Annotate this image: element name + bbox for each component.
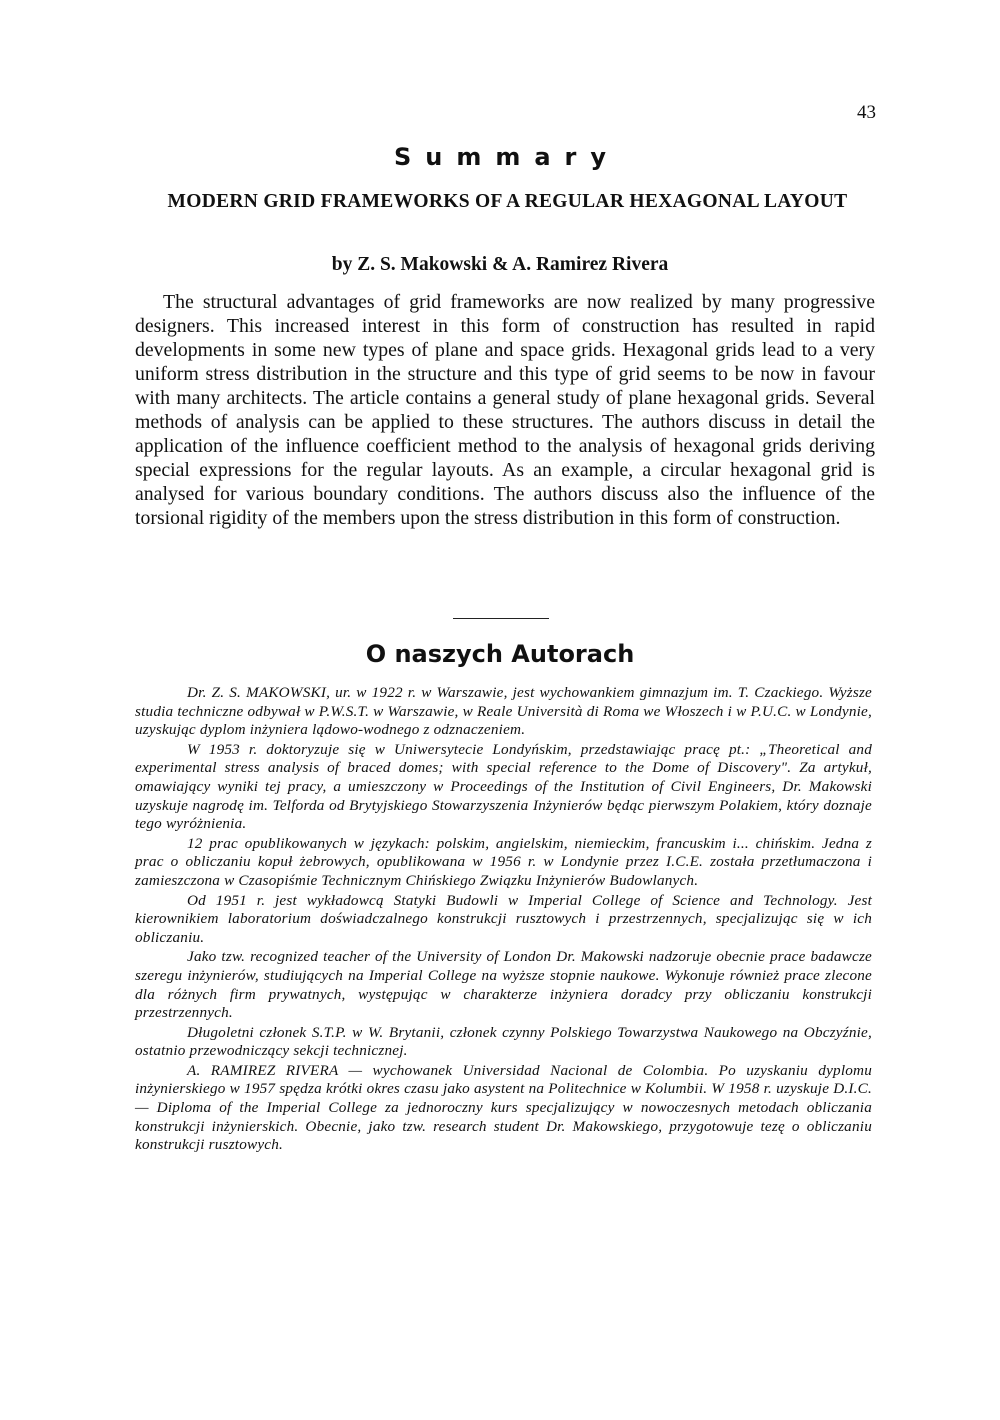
article-title: MODERN GRID FRAMEWORKS OF A REGULAR HEXAGONAL LAYOUT xyxy=(167,191,848,212)
byline: by Z. S. Makowski & A. Ramirez Rivera xyxy=(331,254,669,275)
page-number: 43 xyxy=(857,102,876,123)
bio-paragraph-makowski-publications: 12 prac opublikowanych w językach: polskim, angielskim, niemieckim, francuskim i... chińskim. Jedna z prac o obliczaniu kopuł żebrowych, opublikowana w 1956 r. w Londynie przez I.C.E. została przetłumaczona i zamieszczona w Czasopiśmie Technicznym Chińskiego Związku Inżynierów Budowlanych. xyxy=(135,834,872,889)
summary-heading: Summary xyxy=(393,143,621,171)
author-bios xyxy=(135,684,872,1156)
abstract-paragraph: The structural advantages of grid frameworks are now realized by many progressive designers. This increased interest in this form of construction has resulted in rapid developments in some new types of plane and space grids. Hexagonal grids lead to a very uniform stress distribution in the structure and this type of grid seems to be now in favour with many architects. The article contains a general study of plane hexagonal grids. Several methods of analysis can be applied to these structures. The authors discuss in detail the application of the influence coefficient method to the analysis of hexagonal grids deriving special expressions for the regular layouts. As an example, a circular hexagonal grid is analysed for various boundary conditions. The authors discuss also the influence of the torsional rigidity of the members upon the stress distribution in this form of construction. xyxy=(135,291,875,529)
bio-paragraph-makowski-lecturer: Od 1951 r. jest wykładowcą Statyki Budowli w Imperial College of Science and Technology. Jest kierownikiem laboratorium doświadczalnego konstrukcji rusztowych i przestrzennych, specjalizując się w ich obliczaniu. xyxy=(135,891,872,946)
bio-paragraph-makowski-intro: Dr. Z. S. MAKOWSKI, ur. w 1922 r. w Warszawie, jest wychowankiem gimnazjum im. T. Czackiego. Wyższe studia techniczne odbywał w P.W.S.T. w Warszawie, w Reale Università di Roma we Włoszech i w P.U.C. w Londynie, uzyskując dyplom inżyniera lądowo-wodnego z odznaczeniem. xyxy=(135,684,872,739)
authors-heading: O naszych Autorach xyxy=(365,640,635,668)
bio-paragraph-makowski-membership: Długoletni członek S.T.P. w W. Brytanii, członek czynny Polskiego Towarzystwa Naukowego na Obczyźnie, ostatnio przewodniczący sekcji technicznej. xyxy=(135,1023,872,1060)
section-divider xyxy=(453,618,549,619)
bio-paragraph-makowski-teacher: Jako tzw. recognized teacher of the University of London Dr. Makowski nadzoruje obecnie prace badawcze szeregu inżynierów, studiujących na Imperial College na wyższe stopnie naukowe. Wykonuje również prace zlecone dla różnych firm prywatnych, występując w charakterze inżyniera doradcy przy obliczaniu konstrukcji przestrzennych. xyxy=(135,948,872,1022)
bio-paragraph-makowski-doctorate: W 1953 r. doktoryzuje się w Uniwersytecie Londyńskim, przedstawiając pracę pt.: „Theoretical and experimental stress analysis of braced domes; with special reference to the Dome of Discovery". Za artykuł, omawiający wyniki tej pracy, a umieszczony w Proceedings of the Institution of Civil Engineers, Dr. Makowski uzyskuje nagrodę im. Telforda od Brytyjskiego Stowarzyszenia Inżynierów będąc pierwszym Polakiem, który doznaje tego wyróżnienia. xyxy=(135,740,872,833)
bio-paragraph-ramirez-rivera: A. RAMIREZ RIVERA — wychowanek Universidad Nacional de Colombia. Po uzyskaniu dyplomu inżynierskiego w 1957 spędza krótki okres czasu jako asystent na Politechnice w Kolumbii. W 1958 r. uzyskuje D.I.C. — Diploma of the Imperial College za jednoroczny kurs specjalizujący w nowoczesnych metodach obliczania konstrukcji inżynierskich. Obecnie, jako tzw. research student Dr. Makowskiego, przygotowuje tezę o obliczaniu konstrukcji rusztowych. xyxy=(135,1061,872,1154)
